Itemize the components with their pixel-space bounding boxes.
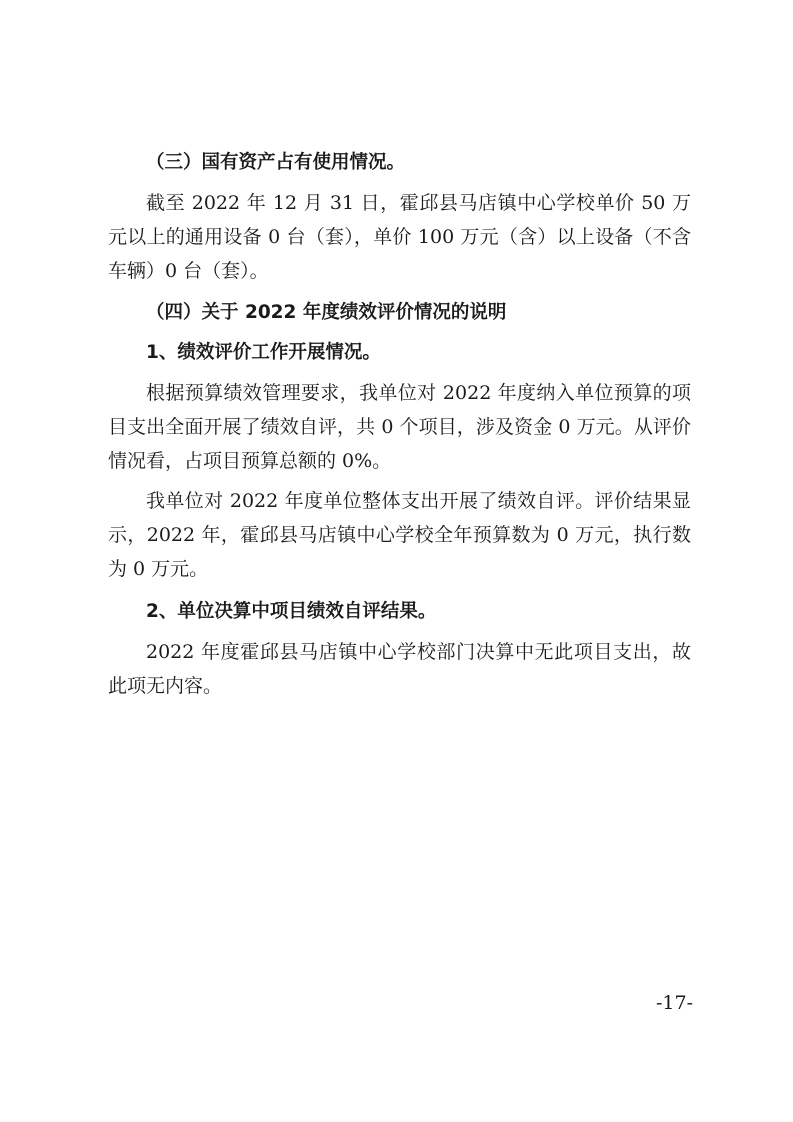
paragraph-project-evaluation: 根据预算绩效管理要求，我单位对 2022 年度纳入单位预算的项目支出全面开展了绩效自评，共 0 个项目，涉及资金 0 万元。从评价情况看，占项目预算总额的 0%。 bbox=[108, 382, 691, 472]
paragraph-overall-evaluation: 我单位对 2022 年度单位整体支出开展了绩效自评。评价结果显示，2022 年，霍邱县马店镇中心学校全年预算数为 0 万元，执行数为 0 万元。 bbox=[108, 490, 691, 580]
section-heading-assets: （三）国有资产占有使用情况。 bbox=[146, 152, 406, 173]
paragraph-assets: 截至 2022 年 12 月 31 日，霍邱县马店镇中心学校单价 50 万元以上的通用设备 0 台（套），单价 100 万元（含）以上设备（不含车辆）0 台（套）。 bbox=[108, 192, 691, 282]
subsection-heading-evaluation-result: 2、单位决算中项目绩效自评结果。 bbox=[146, 601, 437, 622]
section-heading-performance: （四）关于 2022 年度绩效评价情况的说明 bbox=[146, 302, 507, 323]
subsection-heading-evaluation-work: 1、绩效评价工作开展情况。 bbox=[146, 342, 381, 363]
paragraph-evaluation-result: 2022 年度霍邱县马店镇中心学校部门决算中无此项目支出，故此项无内容。 bbox=[108, 641, 691, 697]
page-number: -17- bbox=[655, 992, 693, 1014]
document-body bbox=[108, 146, 691, 703]
